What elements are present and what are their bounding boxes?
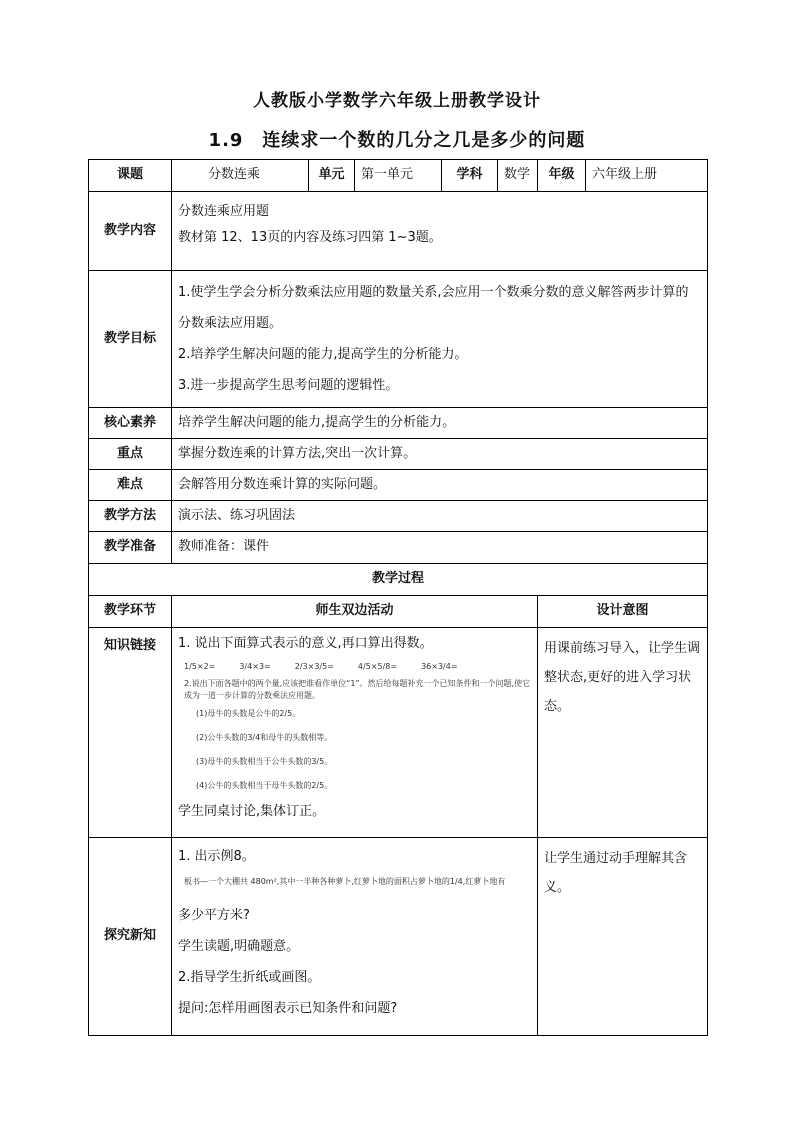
literacy-row bbox=[89, 408, 708, 439]
explore-intent: 让学生通过动手理解其含义。 bbox=[538, 838, 708, 1036]
process-col-activity: 师生双边活动 bbox=[172, 596, 538, 628]
goals-row bbox=[89, 271, 708, 408]
link-question-2: 2.说出下面各题中的两个量,应该把谁看作单位“1”。然后给每题补充一个已知条件和一个问题,使它成为一道一步计算的分数乘法应用题。 bbox=[184, 679, 531, 701]
link-intent: 用课前练习导入，让学生调整状态,更好的进入学习状态。 bbox=[538, 628, 708, 838]
link-discuss: 学生同桌讨论,集体订正。 bbox=[178, 804, 326, 820]
prep-label: 教学准备 bbox=[89, 532, 172, 564]
explore-line-3: 学生读题,明确题意。 bbox=[178, 939, 300, 954]
keypoint-label: 重点 bbox=[89, 439, 172, 470]
grade-label: 年级 bbox=[538, 160, 586, 192]
content-label: 教学内容 bbox=[89, 192, 172, 271]
link-label: 知识链接 bbox=[89, 628, 172, 838]
prep-row bbox=[89, 532, 708, 564]
difficulty-label: 难点 bbox=[89, 470, 172, 501]
process-col-stage: 教学环节 bbox=[89, 596, 172, 628]
prep-value: 教师准备：课件 bbox=[172, 532, 708, 564]
goal-item-3: 3.进一步提高学生思考问题的逻辑性。 bbox=[178, 378, 399, 393]
fraction-exercise: 36×3/4= bbox=[421, 662, 458, 671]
process-title-row bbox=[89, 564, 708, 596]
link-subitem-4: (4)公牛的头数相当于母牛头数的2/5。 bbox=[196, 781, 333, 791]
process-header-row bbox=[89, 596, 708, 628]
subject-label: 学科 bbox=[442, 160, 498, 192]
unit-label: 单元 bbox=[309, 160, 355, 192]
goal-item-1: 1.使学生学会分析分数乘法应用题的数量关系,会应用一个数乘分数的意义解答两步计算的分数乘法应用题。 bbox=[178, 285, 689, 331]
difficulty-row bbox=[89, 470, 708, 501]
link-subitem-1: (1)母牛的头数是公牛的2/5。 bbox=[196, 709, 301, 719]
topic-value: 分数连乘 bbox=[172, 160, 309, 192]
content-line-1: 分数连乘应用题 bbox=[178, 204, 270, 219]
method-value: 演示法、练习巩固法 bbox=[172, 501, 708, 532]
explore-label: 探究新知 bbox=[89, 838, 172, 1036]
unit-value: 第一单元 bbox=[355, 160, 442, 192]
header-row bbox=[89, 160, 708, 192]
link-question-1: 1. 说出下面算式表示的意义,再口算出得数。 bbox=[178, 636, 433, 651]
link-subitem-3: (3)母牛的头数相当于公牛头数的3/5。 bbox=[196, 757, 333, 767]
method-label: 教学方法 bbox=[89, 501, 172, 532]
fraction-exercise: 3/4×3= bbox=[239, 662, 271, 671]
content-line-2: 教材第 12、13页的内容及练习四第 1~3题。 bbox=[178, 230, 442, 245]
link-row bbox=[89, 628, 708, 838]
literacy-label: 核心素养 bbox=[89, 408, 172, 439]
fraction-exercise: 4/5×5/8= bbox=[357, 662, 398, 671]
document-subtitle: 1.9 连续求一个数的几分之几是多少的问题 bbox=[208, 130, 586, 151]
process-title: 教学过程 bbox=[89, 564, 708, 596]
keypoint-value: 掌握分数连乘的计算方法,突出一次计算。 bbox=[172, 439, 708, 470]
goal-item-2: 2.培养学生解决问题的能力,提高学生的分析能力。 bbox=[178, 347, 468, 362]
fraction-exercises bbox=[184, 662, 531, 672]
fraction-exercise: 1/5×2= bbox=[184, 662, 216, 671]
fraction-exercise: 2/3×3/5= bbox=[294, 662, 334, 671]
subject-value: 数学 bbox=[498, 160, 538, 192]
process-col-intent: 设计意图 bbox=[538, 596, 708, 628]
explore-line-2: 多少平方米? bbox=[178, 908, 250, 923]
goals-label: 教学目标 bbox=[89, 271, 172, 408]
keypoint-row bbox=[89, 439, 708, 470]
explore-row bbox=[89, 838, 708, 1036]
grade-value: 六年级上册 bbox=[586, 160, 708, 192]
explore-line-1: 1. 出示例8。 bbox=[178, 849, 255, 864]
method-row bbox=[89, 501, 708, 532]
document-title: 人教版小学数学六年级上册教学设计 bbox=[253, 91, 541, 111]
explore-line-4: 2.指导学生折纸或画图。 bbox=[178, 970, 321, 985]
topic-label: 课题 bbox=[89, 160, 172, 192]
literacy-value: 培养学生解决问题的能力,提高学生的分析能力。 bbox=[172, 408, 708, 439]
explore-line-5: 提问:怎样用画图表示已知条件和问题? bbox=[178, 1001, 398, 1016]
difficulty-value: 会解答用分数连乘计算的实际问题。 bbox=[172, 470, 708, 501]
content-row bbox=[89, 192, 708, 271]
lesson-plan-table bbox=[88, 159, 708, 1036]
explore-board-text: 板书—一个大棚共 480m²,其中一半种各种萝卜,红萝卜地的面积占萝卜地的1/4,红萝卜地有 bbox=[184, 877, 506, 886]
link-subitem-2: (2)公牛头数的3/4和母牛的头数相等。 bbox=[196, 733, 333, 743]
